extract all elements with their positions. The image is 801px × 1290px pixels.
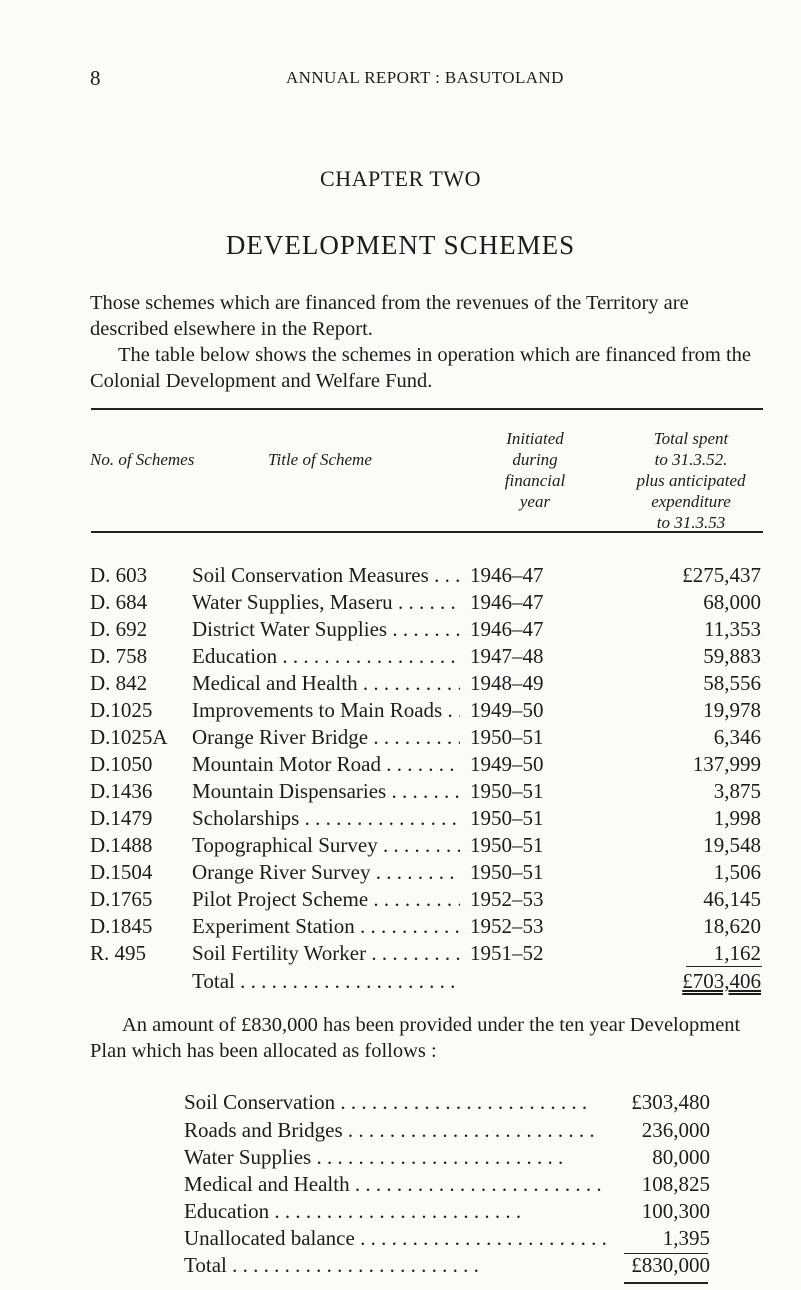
subtotal-rule	[686, 966, 762, 967]
chapter-label: CHAPTER TWO	[320, 166, 481, 191]
col-header-spent: Total spent to 31.3.52. plus anticipated expenditure to 31.3.53	[636, 429, 746, 532]
allocation-total-rule	[624, 1282, 708, 1284]
allocation-paragraph: An amount of £830,000 has been provided under the ten year Development Plan which has been allocated as follows :	[90, 1014, 741, 1062]
intro-paragraph-1: Those schemes which are financed from the revenues of the Territory are described elsewhere in the Report.	[90, 292, 689, 340]
table-header-rule	[91, 531, 763, 533]
col-header-initiated: Initiated during financial year	[504, 429, 566, 511]
col-header-no: No. of Schemes	[90, 450, 195, 469]
running-head: ANNUAL REPORT : BASUTOLAND	[286, 68, 564, 87]
col-header-title: Title of Scheme	[268, 450, 372, 469]
page-number: 8	[90, 66, 101, 90]
intro-paragraph-2: The table below shows the schemes in operation which are financed from the Colonial Development and Welfare Fund.	[90, 344, 752, 392]
chapter-title: DEVELOPMENT SCHEMES	[225, 230, 576, 260]
table-top-rule	[91, 408, 763, 410]
